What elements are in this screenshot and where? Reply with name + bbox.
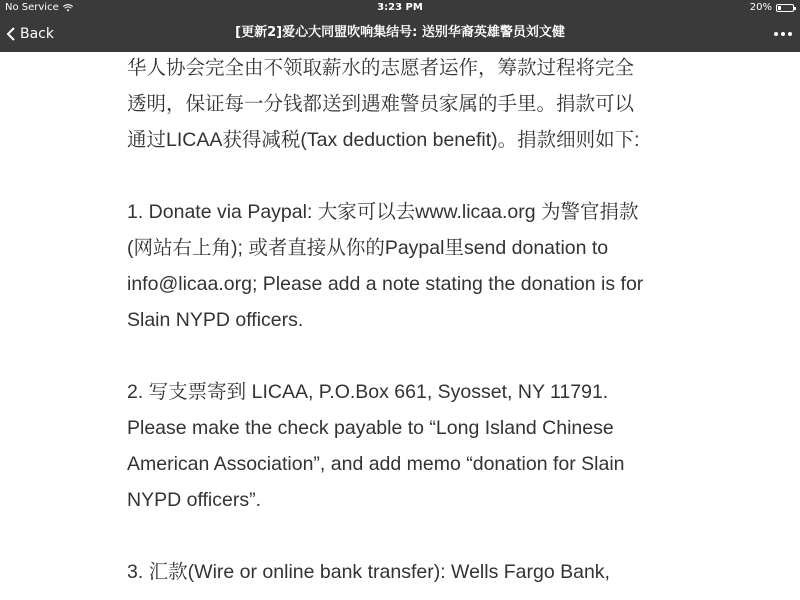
page-title: [更新2]爱心大同盟吹响集结号: 送别华裔英雄警员刘文健 [235,25,565,40]
battery-percent: 20% [749,2,772,13]
battery-fill [778,6,781,10]
back-button[interactable] [6,16,54,52]
back-label: Back [20,26,54,42]
article-paragraph: 1. Donate via Paypal: 大家可以去www.licaa.org 为警官捐款 (网站右上角); 或者直接从你的Paypal里send donation to info@licaa.org; Please add a note stating the donation is for Slain NYPD officers. [127,201,644,331]
battery-icon [776,4,794,12]
more-icon[interactable] [774,16,792,52]
article-paragraph: 3. 汇款(Wire or online bank transfer): Wells Fargo Bank, [127,561,610,583]
article-paragraph: 2. 写支票寄到 LICAA, P.O.Box 661, Syosset, NY 11791. Please make the check payable to “Long Island Chinese American Association”, and add memo “donation for Slain NYPD officers”. [127,381,625,511]
status-time: 3:23 PM [377,2,423,13]
nav-bar [0,16,800,52]
article-content [127,52,687,600]
article-paragraph: 华人协会完全由不领取薪水的志愿者运作，筹款过程将完全 透明，保证每一分钱都送到遇难警员家属的手里。捐款可以 通过LICAA获得减税(Tax deduction benefit)。捐款细则如下: [127,57,640,151]
carrier-label: No Service [5,2,59,13]
status-bar [0,0,800,16]
top-bars [0,0,800,52]
chevron-left-icon [6,27,16,41]
status-right [750,0,794,16]
